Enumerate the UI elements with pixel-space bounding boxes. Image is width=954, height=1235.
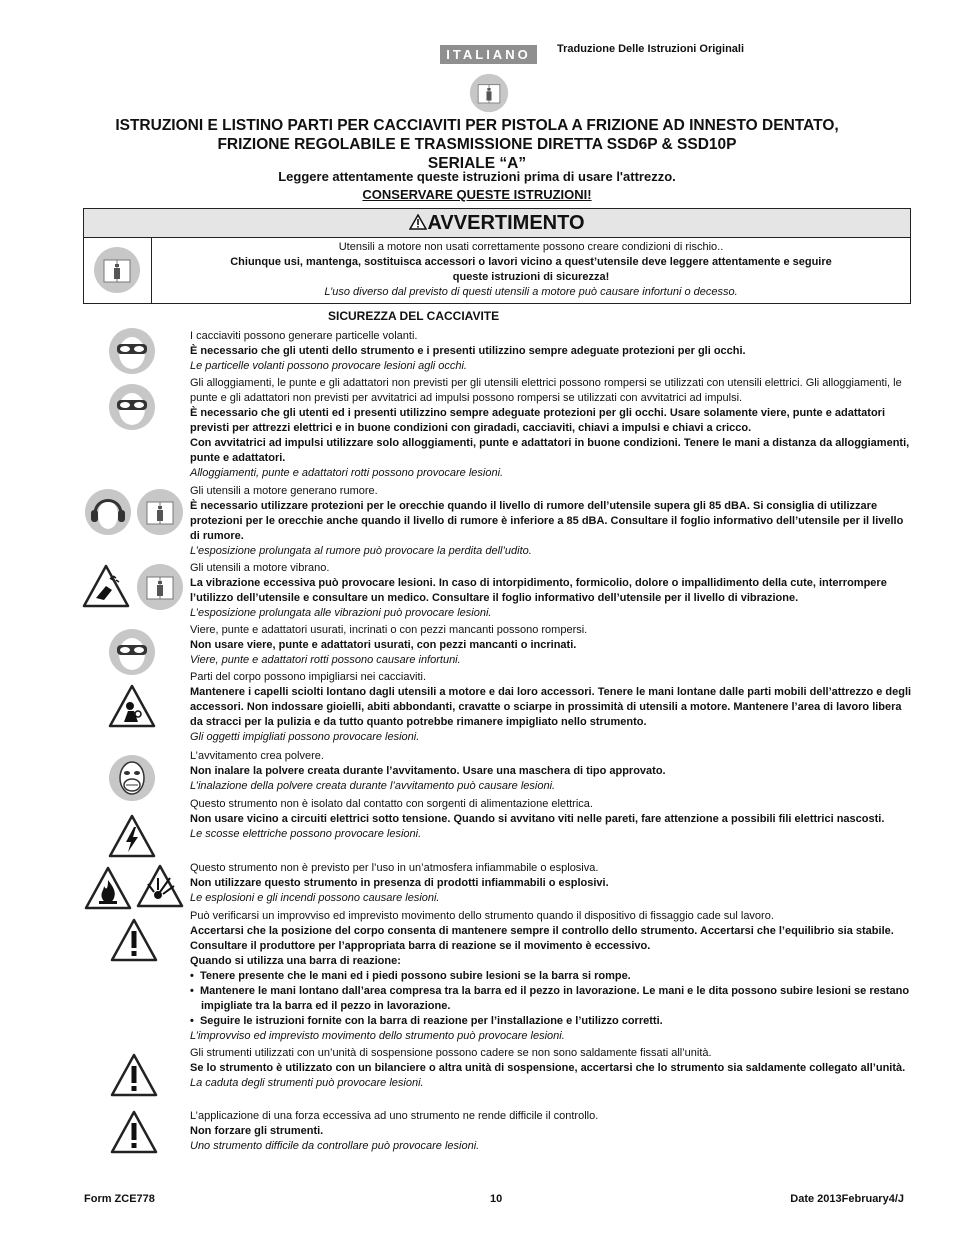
entanglement-hazard-icon <box>108 684 156 728</box>
bullet-item: • Mantenere le mani lontano dall’area compresa tra la barra ed il pezzo in lavorazione. Le mani e le dita possono subire lesioni se restano impigliate tra la barra ed il pezzo in lavorazione. <box>190 985 910 1012</box>
warning-triangle-icon <box>409 214 427 230</box>
respirator-icon <box>108 754 156 802</box>
block-consequence: Le esplosioni e gli incendi possono causare lesioni. <box>190 892 440 904</box>
safety-block-excessive-force <box>190 1109 912 1154</box>
flammable-hazard-icon <box>84 866 132 910</box>
warning-line-1: Utensili a motore non usati correttamente possono creare condizioni di rischio.. <box>338 241 724 253</box>
block-consequence: Le particelle volanti possono provocare lesioni agli occhi. <box>190 360 467 372</box>
block-instruction: È necessario che gli utenti dello strumento e i presenti utilizzino sempre adeguate protezioni per gli occhi. <box>190 345 746 357</box>
read-manual-icon <box>136 563 184 611</box>
block-consequence: L’esposizione prolungata al rumore può provocare la perdita dell’udito. <box>190 545 532 557</box>
title-line-3: SERIALE “A” <box>427 155 527 172</box>
language-badge: ITALIANO <box>440 45 537 64</box>
safety-block-noise <box>190 484 912 559</box>
block-instruction: La vibrazione eccessiva può provocare lesioni. In caso di intorpidimento, formicolio, dolore o impallidimento della cute, interrompere l’utilizzo dell’utensile e consultare un medico. Consultare il foglio informativo dell’utensile per il livello di vibrazione. <box>190 577 887 604</box>
keep-instructions-note: CONSERVARE QUESTE ISTRUZIONI! <box>362 187 592 202</box>
vibration-hazard-icon <box>82 564 130 608</box>
block-instruction: Mantenere i capelli sciolti lontano dagli utensili a motore e dai loro accessori. Tenere le mani lontane dalle parti mobili dell’attrezzo e degli accessori. Non indossare gioielli, abiti abbondanti, cravatte o sciarpe in prossimità di utensili a motore. Mantenere l’area di lavoro libera da stracci per la pulizia e da tutto quanto potrebbe rimanere impigliato nello strumento. <box>190 686 912 728</box>
block-consequence: Viere, punte e adattatori rotti possono causare infortuni. <box>190 654 461 666</box>
block-consequence: Uno strumento difficile da controllare può provocare lesioni. <box>190 1140 480 1152</box>
footer-page-number: 10 <box>490 1193 503 1205</box>
block-intro: Gli utensili a motore vibrano. <box>190 562 330 574</box>
block-consequence: L’improvviso ed imprevisto movimento dello strumento può provocare lesioni. <box>190 1030 565 1042</box>
block-instruction: Non usare viere, punte e adattatori usurati, con pezzi mancanti o incrinati. <box>190 639 577 651</box>
block-intro: L’applicazione di una forza eccessiva ad uno strumento ne rende difficile il controllo. <box>190 1110 599 1122</box>
explosive-hazard-icon <box>136 864 184 908</box>
safety-block-electric <box>190 797 912 842</box>
safety-block-dust <box>190 749 912 794</box>
block-consequence: Alloggiamenti, punte e adattatori rotti possono provocare lesioni. <box>190 467 504 479</box>
bullet-item: • Tenere presente che le mani ed i piedi possono subire lesioni se la barra si rompe. <box>190 970 631 982</box>
general-warning-icon <box>110 1053 158 1097</box>
block-intro: I cacciaviti possono generare particelle volanti. <box>190 330 418 342</box>
block-instruction-2: Quando si utilizza una barra di reazione: <box>190 955 401 967</box>
block-intro: Può verificarsi un improvviso ed imprevisto movimento dello strumento quando il dispositivo di fissaggio cade sul lavoro. <box>190 910 774 922</box>
block-intro: Parti del corpo possono impigliarsi nei cacciaviti. <box>190 671 426 683</box>
safety-block-suspension <box>190 1046 912 1091</box>
warning-box <box>83 208 911 304</box>
block-intro: Viere, punte e adattatori usurati, incrinati o con pezzi mancanti possono rompersi. <box>190 624 588 636</box>
eye-protection-icon <box>108 383 156 431</box>
warning-header <box>84 209 910 238</box>
safety-block-explosive <box>190 861 912 906</box>
block-instruction: Non usare vicino a circuiti elettrici sotto tensione. Quando si avvitano viti nelle pareti, fare attenzione a possibili fili elettrici nascosti. <box>190 813 885 825</box>
block-instruction-2: Con avvitatrici ad impulsi utilizzare solo alloggiamenti, punte e adattatori in buone condizioni. Tenere le mani a distanza da alloggiamenti, punte e adattatori. <box>190 437 910 464</box>
warning-text <box>154 240 908 300</box>
title-line-1: ISTRUZIONI E LISTINO PARTI PER CACCIAVITI PER PISTOLA A FRIZIONE AD INNESTO DENTATO, <box>115 117 839 134</box>
warning-line-3: queste istruzioni di sicurezza! <box>452 271 610 283</box>
section-title: SICUREZZA DEL CACCIAVITE <box>328 309 500 323</box>
safety-block-sockets <box>190 376 912 481</box>
block-intro: Gli strumenti utilizzati con un’unità di sospensione possono cadere se non sono saldamente fissati all’unità. <box>190 1047 712 1059</box>
footer-date: Date 2013February4/J <box>790 1193 904 1205</box>
warning-line-4: L’uso diverso dal previsto di questi utensili a motore può causare infortuni o decesso. <box>324 286 738 298</box>
block-instruction: Accertarsi che la posizione del corpo consenta di mantenere sempre il controllo dello strumento. Accertarsi che l’equilibrio sia stabile. Consultare il produttore per l’appropriata barra di reazione se il movimento è eccessivo. <box>190 925 894 952</box>
block-intro: Questo strumento non è isolato dal contatto con sorgenti di alimentazione elettrica. <box>190 798 593 810</box>
block-consequence: Gli oggetti impigliati possono provocare lesioni. <box>190 731 420 743</box>
ear-protection-icon <box>84 488 132 536</box>
read-manual-icon <box>136 488 184 536</box>
block-consequence: Le scosse elettriche possono provocare lesioni. <box>190 828 422 840</box>
block-intro: L’avvitamento crea polvere. <box>190 750 324 762</box>
safety-block-entanglement <box>190 670 912 745</box>
block-consequence: La caduta degli strumenti può provocare lesioni. <box>190 1077 424 1089</box>
block-instruction: È necessario che gli utenti ed i presenti utilizzino sempre adeguate protezioni per gli occhi. Usare solamente viere, punte e adattatori previsti per attrezzi elettrici e in buone condizioni con giradadi, cacciaviti, chiavi a impulsi e chiavi a cricco. <box>190 407 886 434</box>
safety-block-reaction-bar <box>190 909 912 1044</box>
block-intro: Gli alloggiamenti, le punte e gli adattatori non previsti per gli utensili elettrici possono rompersi se utilizzati con utensili elettrici. Gli alloggiamenti, le punte e gli adattatori non previsti per avvitatrici ad impulsi possono rompersi se utilizzati con avvitatrici ad impulsi. <box>190 377 902 404</box>
block-instruction: Non inalare la polvere creata durante l’avvitamento. Usare una maschera di tipo approvato. <box>190 765 666 777</box>
read-instructions-note: Leggere attentamente queste istruzioni prima di usare l'attrezzo. <box>278 169 676 184</box>
block-instruction: Non utilizzare questo strumento in presenza di prodotti infiammabili o esplosivi. <box>190 877 609 889</box>
block-instruction: Se lo strumento è utilizzato con un bilanciere o altra unità di sospensione, accertarsi che lo strumento sia saldamente collegato all’unità. <box>190 1062 906 1074</box>
block-consequence: L’esposizione prolungata alle vibrazioni può provocare lesioni. <box>190 607 492 619</box>
electric-shock-icon <box>108 814 156 858</box>
footer-form: Form ZCE778 <box>84 1193 155 1205</box>
safety-block-vibration <box>190 561 912 621</box>
warning-icon-cell <box>84 238 152 303</box>
block-intro: Gli utensili a motore generano rumore. <box>190 485 378 497</box>
warning-line-2: Chiunque usi, mantenga, sostituisca accessori o lavori vicino a quest’utensile deve leggere attentamente e seguire <box>230 256 832 268</box>
block-instruction: È necessario utilizzare protezioni per le orecchie quando il livello di rumore dell’utensile supera gli 85 dBA. Si consiglia di utilizzare protezioni per le orecchie anche quando il livello di rumore è inferiore a 85 dBA. Consultare il foglio informativo dell’utensile per il livello di rumore. <box>190 500 904 542</box>
general-warning-icon <box>110 1110 158 1154</box>
block-consequence: L’inalazione della polvere creata durante l’avvitamento può causare lesioni. <box>190 780 556 792</box>
header-note: Traduzione Delle Istruzioni Originali <box>557 43 745 55</box>
block-instruction: Non forzare gli strumenti. <box>190 1125 324 1137</box>
read-manual-icon <box>469 73 509 113</box>
warning-title: AVVERTIMENTO <box>427 212 585 234</box>
safety-block-worn-bits <box>190 623 912 668</box>
eye-protection-icon <box>108 628 156 676</box>
read-manual-icon <box>93 246 141 294</box>
bullet-item: • Seguire le istruzioni fornite con la barra di reazione per l’installazione e l’utilizzo corretti. <box>190 1015 663 1027</box>
general-warning-icon <box>110 918 158 962</box>
title-line-2: FRIZIONE REGOLABILE E TRASMISSIONE DIRETTA SSD6P & SSD10P <box>217 136 737 153</box>
eye-protection-icon <box>108 327 156 375</box>
block-intro: Questo strumento non è previsto per l’uso in un’atmosfera infiammabile o esplosiva. <box>190 862 599 874</box>
safety-block-flying-particles <box>190 329 912 374</box>
